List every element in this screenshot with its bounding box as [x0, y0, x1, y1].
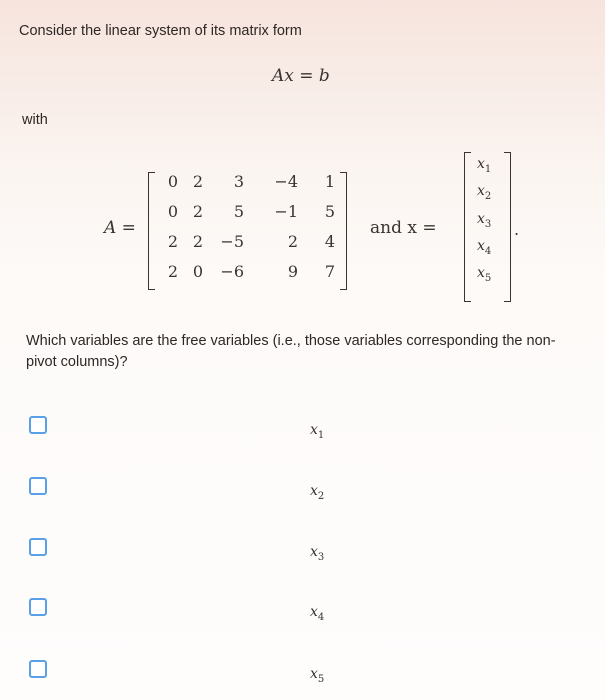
matrix-cell: −5: [220, 232, 244, 251]
matrix-cell: −4: [274, 172, 298, 191]
option-checkbox-x3[interactable]: [29, 538, 47, 556]
matrix-cell: 5: [233, 202, 244, 221]
vector-entry: [477, 183, 491, 202]
vector-entry: [477, 156, 491, 175]
matrix-cell: 9: [287, 262, 298, 281]
matrix-cell: 2: [192, 232, 203, 251]
option-label-x4[interactable]: [310, 604, 324, 623]
option-sub: 4: [317, 611, 325, 623]
matrix-cell: 0: [167, 202, 178, 221]
option-base: x: [310, 544, 318, 560]
option-base: x: [310, 604, 318, 620]
vector-entry: [477, 211, 491, 230]
option-label-x2[interactable]: [310, 483, 324, 502]
matrix-cell: 4: [324, 232, 335, 251]
vector-entry-base: x: [477, 183, 485, 199]
matrix-cell: 0: [167, 172, 178, 191]
option-sub: 3: [317, 551, 325, 563]
vector-entry-base: x: [477, 265, 485, 281]
matrix-cell: 5: [324, 202, 335, 221]
matrix-right-bracket: [340, 172, 347, 290]
vector-period: .: [514, 220, 520, 239]
option-sub: 1: [317, 429, 325, 441]
matrix-cell: 0: [192, 262, 203, 281]
option-base: x: [310, 666, 318, 682]
vector-entry-base: x: [477, 211, 485, 227]
matrix-cell: 2: [287, 232, 298, 251]
vector-entry-sub: 4: [484, 245, 492, 257]
vector-right-bracket: [504, 152, 511, 302]
matrix-a-label: A =: [104, 218, 136, 238]
option-sub: 2: [317, 490, 325, 502]
option-checkbox-x4[interactable]: [29, 598, 47, 616]
question-intro: Consider the linear system of its matrix form: [19, 23, 302, 39]
option-checkbox-x5[interactable]: [29, 660, 47, 678]
vector-left-bracket: [464, 152, 471, 302]
matrix-cell: 1: [324, 172, 335, 191]
vector-entry-sub: 1: [484, 163, 492, 175]
option-base: x: [310, 483, 318, 499]
matrix-cell: 2: [167, 262, 178, 281]
matrix-cell: 3: [233, 172, 244, 191]
question-prompt: Which variables are the free variables (i.e., those variables corresponding the non-pivot columns)?: [26, 333, 556, 370]
option-base: x: [310, 422, 318, 438]
matrix-cell: −1: [274, 202, 298, 221]
matrix-cell: 7: [324, 262, 335, 281]
matrix-cell: 2: [167, 232, 178, 251]
vector-entry-sub: 3: [484, 218, 492, 230]
with-label: with: [22, 112, 48, 128]
option-checkbox-x2[interactable]: [29, 477, 47, 495]
option-label-x5[interactable]: [310, 666, 324, 685]
option-label-x1[interactable]: [310, 422, 324, 441]
and-x-label: and x =: [370, 218, 437, 238]
vector-entry: [477, 238, 491, 257]
matrix-cell: −6: [220, 262, 244, 281]
vector-entry-sub: 2: [484, 190, 492, 202]
matrix-cell: 2: [192, 172, 203, 191]
option-sub: 5: [317, 673, 325, 685]
option-checkbox-x1[interactable]: [29, 416, 47, 434]
option-label-x3[interactable]: [310, 544, 324, 563]
matrix-cell: 2: [192, 202, 203, 221]
vector-entry-base: x: [477, 156, 485, 172]
equation: Ax = b: [272, 66, 330, 86]
vector-entry-base: x: [477, 238, 485, 254]
vector-entry-sub: 5: [484, 272, 492, 284]
vector-entry: [477, 265, 491, 284]
